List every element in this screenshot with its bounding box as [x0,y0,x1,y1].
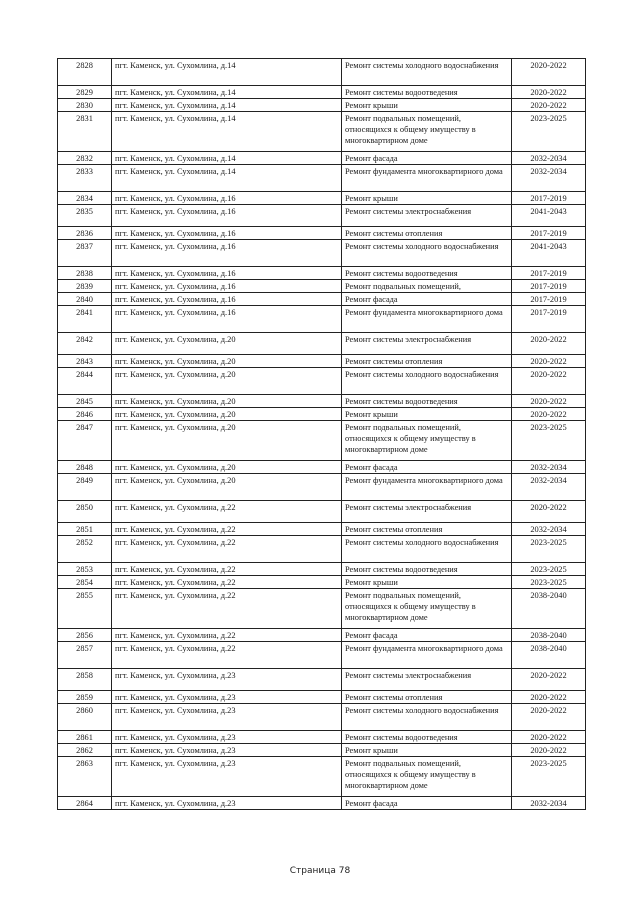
table-row [58,536,586,563]
row-number-cell: 2832 [58,152,112,165]
address-cell: пгт. Каменск, ул. Сухомлина, д.23 [112,757,342,797]
period-cell: 2020-2022 [512,395,586,408]
work-type-cell: Ремонт системы электроснабжения [342,501,512,523]
address-cell: пгт. Каменск, ул. Сухомлина, д.23 [112,744,342,757]
table-row [58,744,586,757]
address-cell: пгт. Каменск, ул. Сухомлина, д.22 [112,629,342,642]
table-row [58,576,586,589]
work-type-cell: Ремонт крыши [342,408,512,421]
address-cell: пгт. Каменск, ул. Сухомлина, д.22 [112,576,342,589]
row-number-cell: 2853 [58,563,112,576]
work-type-cell: Ремонт фасада [342,629,512,642]
work-type-cell: Ремонт фасада [342,293,512,306]
period-cell: 2038-2040 [512,642,586,669]
table-row [58,59,586,86]
address-cell: пгт. Каменск, ул. Сухомлина, д.14 [112,59,342,86]
address-cell: пгт. Каменск, ул. Сухомлина, д.23 [112,704,342,731]
row-number-cell: 2841 [58,306,112,333]
period-cell: 2023-2025 [512,576,586,589]
table-row [58,669,586,691]
address-cell: пгт. Каменск, ул. Сухомлина, д.16 [112,192,342,205]
address-cell: пгт. Каменск, ул. Сухомлина, д.23 [112,731,342,744]
work-type-cell: Ремонт системы холодного водоснабжения [342,59,512,86]
work-type-cell: Ремонт фундамента многоквартирного дома [342,165,512,192]
table-row [58,797,586,810]
row-number-cell: 2829 [58,86,112,99]
row-number-cell: 2851 [58,523,112,536]
row-number-cell: 2833 [58,165,112,192]
row-number-cell: 2856 [58,629,112,642]
row-number-cell: 2845 [58,395,112,408]
row-number-cell: 2864 [58,797,112,810]
table-row [58,461,586,474]
table-row [58,589,586,629]
period-cell: 2020-2022 [512,368,586,395]
table-row [58,86,586,99]
address-cell: пгт. Каменск, ул. Сухомлина, д.20 [112,355,342,368]
work-type-cell: Ремонт системы электроснабжения [342,205,512,227]
period-cell: 2017-2019 [512,192,586,205]
period-cell: 2020-2022 [512,355,586,368]
period-cell: 2020-2022 [512,99,586,112]
address-cell: пгт. Каменск, ул. Сухомлина, д.16 [112,267,342,280]
period-cell: 2020-2022 [512,408,586,421]
row-number-cell: 2854 [58,576,112,589]
repair-schedule-table [57,58,586,810]
address-cell: пгт. Каменск, ул. Сухомлина, д.23 [112,669,342,691]
address-cell: пгт. Каменск, ул. Сухомлина, д.14 [112,99,342,112]
table-row [58,306,586,333]
address-cell: пгт. Каменск, ул. Сухомлина, д.16 [112,205,342,227]
table-row [58,227,586,240]
work-type-cell: Ремонт подвальных помещений, относящихся к общему имуществу в многоквартирном доме [342,589,512,629]
row-number-cell: 2855 [58,589,112,629]
row-number-cell: 2840 [58,293,112,306]
table-row [58,205,586,227]
row-number-cell: 2836 [58,227,112,240]
address-cell: пгт. Каменск, ул. Сухомлина, д.23 [112,691,342,704]
period-cell: 2041-2043 [512,240,586,267]
address-cell: пгт. Каменск, ул. Сухомлина, д.14 [112,152,342,165]
work-type-cell: Ремонт системы холодного водоснабжения [342,536,512,563]
period-cell: 2020-2022 [512,744,586,757]
work-type-cell: Ремонт фасада [342,461,512,474]
table-row [58,501,586,523]
work-type-cell: Ремонт подвальных помещений, относящихся к общему имуществу в многоквартирном доме [342,757,512,797]
address-cell: пгт. Каменск, ул. Сухомлина, д.20 [112,395,342,408]
row-number-cell: 2862 [58,744,112,757]
address-cell: пгт. Каменск, ул. Сухомлина, д.20 [112,368,342,395]
row-number-cell: 2847 [58,421,112,461]
work-type-cell: Ремонт фундамента многоквартирного дома [342,474,512,501]
row-number-cell: 2839 [58,280,112,293]
period-cell: 2020-2022 [512,731,586,744]
address-cell: пгт. Каменск, ул. Сухомлина, д.20 [112,461,342,474]
work-type-cell: Ремонт фундамента многоквартирного дома [342,642,512,669]
row-number-cell: 2852 [58,536,112,563]
period-cell: 2017-2019 [512,306,586,333]
address-cell: пгт. Каменск, ул. Сухомлина, д.16 [112,227,342,240]
table-row [58,368,586,395]
period-cell: 2017-2019 [512,280,586,293]
row-number-cell: 2858 [58,669,112,691]
period-cell: 2032-2034 [512,474,586,501]
address-cell: пгт. Каменск, ул. Сухомлина, д.23 [112,797,342,810]
table-row [58,112,586,152]
row-number-cell: 2843 [58,355,112,368]
row-number-cell: 2846 [58,408,112,421]
work-type-cell: Ремонт фасада [342,152,512,165]
period-cell: 2017-2019 [512,267,586,280]
table-row [58,267,586,280]
period-cell: 2038-2040 [512,589,586,629]
work-type-cell: Ремонт крыши [342,744,512,757]
address-cell: пгт. Каменск, ул. Сухомлина, д.16 [112,293,342,306]
work-type-cell: Ремонт системы электроснабжения [342,333,512,355]
table-row [58,280,586,293]
work-type-cell: Ремонт фасада [342,797,512,810]
period-cell: 2032-2034 [512,165,586,192]
work-type-cell: Ремонт системы отопления [342,691,512,704]
work-type-cell: Ремонт системы водоотведения [342,563,512,576]
row-number-cell: 2850 [58,501,112,523]
table-row [58,192,586,205]
work-type-cell: Ремонт системы электроснабжения [342,669,512,691]
period-cell: 2023-2025 [512,563,586,576]
work-type-cell: Ремонт системы водоотведения [342,267,512,280]
period-cell: 2020-2022 [512,86,586,99]
row-number-cell: 2835 [58,205,112,227]
period-cell: 2020-2022 [512,691,586,704]
period-cell: 2017-2019 [512,293,586,306]
table-row [58,704,586,731]
address-cell: пгт. Каменск, ул. Сухомлина, д.14 [112,86,342,99]
work-type-cell: Ремонт фундамента многоквартирного дома [342,306,512,333]
period-cell: 2020-2022 [512,669,586,691]
row-number-cell: 2828 [58,59,112,86]
period-cell: 2020-2022 [512,704,586,731]
period-cell: 2032-2034 [512,461,586,474]
work-type-cell: Ремонт системы холодного водоснабжения [342,368,512,395]
table-row [58,757,586,797]
address-cell: пгт. Каменск, ул. Сухомлина, д.16 [112,280,342,293]
address-cell: пгт. Каменск, ул. Сухомлина, д.20 [112,474,342,501]
table-row [58,563,586,576]
row-number-cell: 2848 [58,461,112,474]
row-number-cell: 2842 [58,333,112,355]
table-row [58,731,586,744]
period-cell: 2023-2025 [512,757,586,797]
address-cell: пгт. Каменск, ул. Сухомлина, д.16 [112,306,342,333]
address-cell: пгт. Каменск, ул. Сухомлина, д.22 [112,589,342,629]
table-row [58,293,586,306]
period-cell: 2017-2019 [512,227,586,240]
period-cell: 2038-2040 [512,629,586,642]
work-type-cell: Ремонт системы отопления [342,355,512,368]
table-row [58,152,586,165]
period-cell: 2020-2022 [512,59,586,86]
address-cell: пгт. Каменск, ул. Сухомлина, д.20 [112,421,342,461]
address-cell: пгт. Каменск, ул. Сухомлина, д.22 [112,642,342,669]
row-number-cell: 2834 [58,192,112,205]
row-number-cell: 2844 [58,368,112,395]
period-cell: 2032-2034 [512,152,586,165]
table-row [58,523,586,536]
work-type-cell: Ремонт системы отопления [342,227,512,240]
period-cell: 2041-2043 [512,205,586,227]
address-cell: пгт. Каменск, ул. Сухомлина, д.16 [112,240,342,267]
work-type-cell: Ремонт крыши [342,192,512,205]
row-number-cell: 2830 [58,99,112,112]
row-number-cell: 2849 [58,474,112,501]
work-type-cell: Ремонт крыши [342,576,512,589]
address-cell: пгт. Каменск, ул. Сухомлина, д.22 [112,501,342,523]
work-type-cell: Ремонт подвальных помещений, относящихся к общему имуществу в многоквартирном доме [342,112,512,152]
table-row [58,333,586,355]
period-cell: 2023-2025 [512,421,586,461]
address-cell: пгт. Каменск, ул. Сухомлина, д.14 [112,112,342,152]
work-type-cell: Ремонт подвальных помещений, относящихся к общему имуществу в многоквартирном доме [342,421,512,461]
row-number-cell: 2857 [58,642,112,669]
address-cell: пгт. Каменск, ул. Сухомлина, д.22 [112,563,342,576]
work-type-cell: Ремонт системы холодного водоснабжения [342,704,512,731]
work-type-cell: Ремонт крыши [342,99,512,112]
period-cell: 2023-2025 [512,536,586,563]
row-number-cell: 2837 [58,240,112,267]
table-row [58,165,586,192]
row-number-cell: 2860 [58,704,112,731]
page-number: Страница 78 [289,866,351,876]
work-type-cell: Ремонт системы водоотведения [342,395,512,408]
table-row [58,642,586,669]
period-cell: 2032-2034 [512,797,586,810]
address-cell: пгт. Каменск, ул. Сухомлина, д.22 [112,523,342,536]
address-cell: пгт. Каменск, ул. Сухомлина, д.14 [112,165,342,192]
row-number-cell: 2859 [58,691,112,704]
table-row [58,408,586,421]
period-cell: 2032-2034 [512,523,586,536]
address-cell: пгт. Каменск, ул. Сухомлина, д.20 [112,333,342,355]
row-number-cell: 2863 [58,757,112,797]
work-type-cell: Ремонт системы водоотведения [342,731,512,744]
table-body [58,59,586,810]
period-cell: 2020-2022 [512,333,586,355]
table-row [58,355,586,368]
table-row [58,474,586,501]
address-cell: пгт. Каменск, ул. Сухомлина, д.20 [112,408,342,421]
table-row [58,691,586,704]
table-row [58,395,586,408]
period-cell: 2023-2025 [512,112,586,152]
work-type-cell: Ремонт подвальных помещений, [342,280,512,293]
table-row [58,99,586,112]
row-number-cell: 2831 [58,112,112,152]
work-type-cell: Ремонт системы водоотведения [342,86,512,99]
work-type-cell: Ремонт системы отопления [342,523,512,536]
row-number-cell: 2838 [58,267,112,280]
period-cell: 2020-2022 [512,501,586,523]
work-type-cell: Ремонт системы холодного водоснабжения [342,240,512,267]
table-row [58,629,586,642]
table-row [58,421,586,461]
row-number-cell: 2861 [58,731,112,744]
address-cell: пгт. Каменск, ул. Сухомлина, д.22 [112,536,342,563]
table-row [58,240,586,267]
